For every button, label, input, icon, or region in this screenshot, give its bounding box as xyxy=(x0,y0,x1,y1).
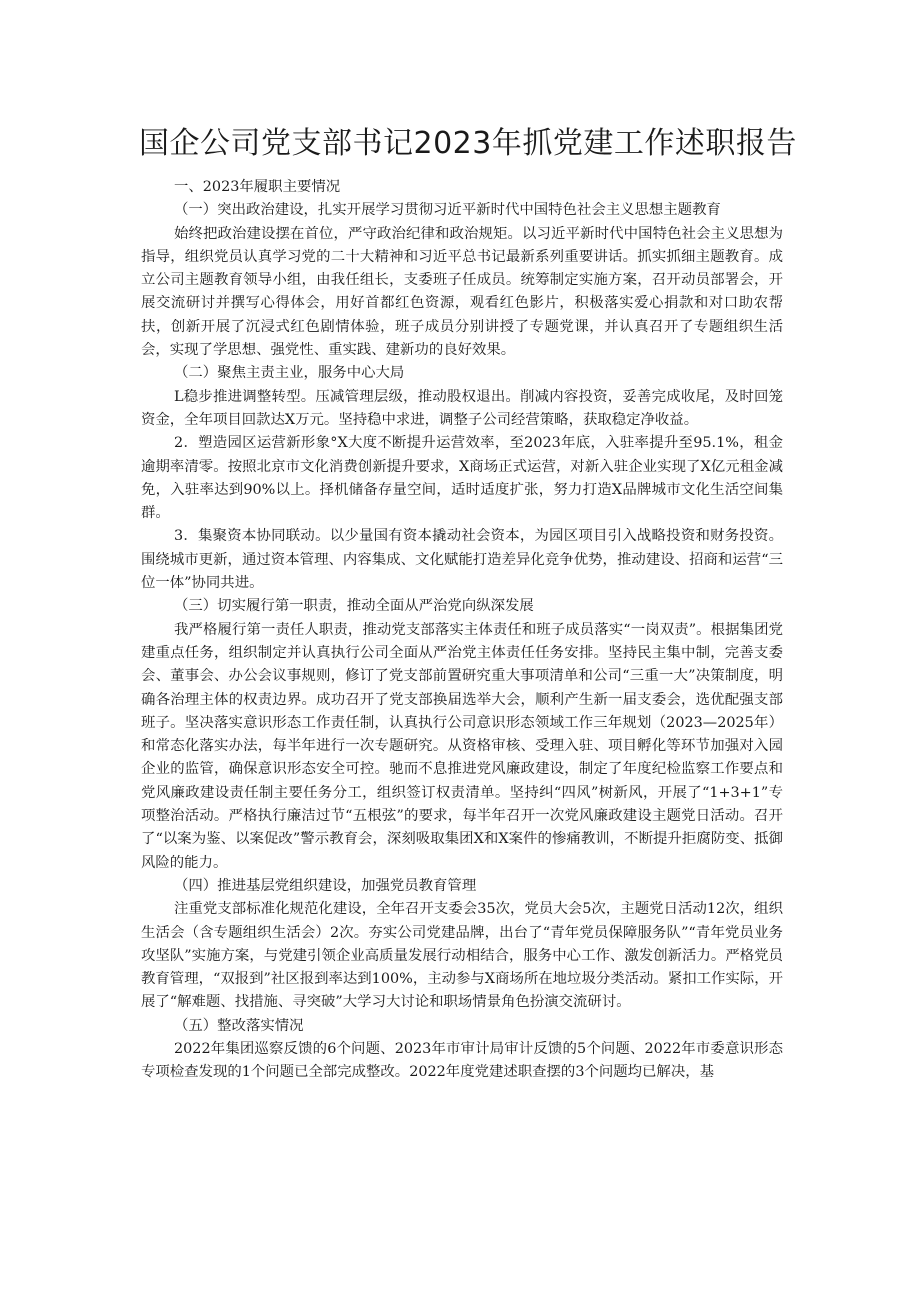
paragraph-2-item-2: 2．塑造园区运营新形象°X大度不断提升运营效率，至2023年底，入驻率提升至95.1%，租金逾期率清零。按照北京市文化消费创新提升要求，X商场正式运营，对新入驻企业实现了X亿元租金减免，入驻率达到90%以上。择机储备存量空间，适时适度扩张，努力打造X品牌城市文化生活空间集群。 xyxy=(141,435,783,522)
paragraph-1: 始终把政治建设摆在首位，严守政治纪律和政治规矩。以习近平新时代中国特色社会主义思想为指导，组织党员认真学习党的二十大精神和习近平总书记最新系列重要讲话。抓实抓细主题教育。成立公司主题教育领导小组，由我任组长，支委班子任成员。统筹制定实施方案，召开动员部署会，开展交流研讨并撰写心得体会，用好首都红色资源，观看红色影片，积极落实爱心捐款和对口助农帮扶，创新开展了沉浸式红色剧情体验，班子成员分别讲授了专题党课，并认真召开了专题组织生活会，实现了学思想、强党性、重实践、建新功的良好效果。 xyxy=(141,225,783,359)
subsection-heading-4: （四）推进基层党组织建设，加强党员教育管理 xyxy=(174,877,477,894)
subsection-heading-1: （一）突出政治建设，扎实开展学习贯彻习近平新时代中国特色社会主义思想主题教育 xyxy=(174,202,721,219)
paragraph-5: 2022年集团巡察反馈的6个问题、2023年市审计局审计反馈的5个问题、2022年市委意识形态专项检查发现的1个问题已全部完成整改。2022年度党建述职查摆的3个问题均已解决，基 xyxy=(141,1040,783,1081)
paragraph-2-item-1: L稳步推进调整转型。压减管理层级，推动股权退出。削减内容投资，妥善完成收尾，及时回笼资金，全年项目回款达X万元。坚持稳中求进，调整子公司经营策略，获取稳定净收益。 xyxy=(141,388,783,428)
subsection-heading-3: （三）切实履行第一职责，推动全面从严治党向纵深发展 xyxy=(174,598,534,615)
subsection-heading-5: （五）整改落实情况 xyxy=(174,1017,304,1034)
document-title: 国企公司党支部书记2023年抓党建工作述职报告 xyxy=(139,126,797,161)
subsection-heading-2: （二）聚焦主责主业，服务中心大局 xyxy=(174,365,405,382)
paragraph-4: 注重党支部标准化规范化建设，全年召开支委会35次，党员大会5次，主题党日活动12次，组织生活会（含专题组织生活会）2次。夯实公司党建品牌，出台了“青年党员保障服务队”“青年党员业务攻坚队”实施方案，与党建引领企业高质量发展行动相结合，服务中心工作、激发创新活力。严格党员教育管理，“双报到”社区报到率达到100%，主动参与X商场所在地垃圾分类活动。紧扣工作实际，开展了“解难题、找措施、寻突破”大学习大讨论和职场情景角色扮演交流研讨。 xyxy=(141,901,783,1011)
paragraph-3: 我严格履行第一责任人职责，推动党支部落实主体责任和班子成员落实“一岗双责”。根据集团党建重点任务，组织制定并认真执行公司全面从严治党主体责任任务安排。坚持民主集中制，完善支委会、董事会、办公会议事规则，修订了党支部前置研究重大事项清单和公司“三重一大”决策制度，明确各治理主体的权责边界。成功召开了党支部换届选举大会，顺利产生新一届支委会，选优配强支部班子。坚决落实意识形态工作责任制，认真执行公司意识形态领域工作三年规划（2023—2025年）和常态化落实办法，每半年进行一次专题研究。从资格审核、受理入驻、项目孵化等环节加强对入园企业的监管，确保意识形态安全可控。驰而不息推进党风廉政建设，制定了年度纪检监察工作要点和党风廉政建设责任制主要任务分工，组织签订权责清单。坚持纠“四风”树新风，开展了“1+3+1”专项整治活动。严格执行廉洁过节“五根弦”的要求，每半年召开一次党风廉政建设主题党日活动。召开了“以案为鉴、以案促改”警示教育会，深刻吸取集团X和X案件的惨痛教训，不断提升拒腐防变、抵御风险的能力。 xyxy=(141,621,783,871)
section-heading: 一、2023年履职主要情况 xyxy=(174,179,341,195)
paragraph-2-item-3: 3．集聚资本协同联动。以少量国有资本撬动社会资本，为园区项目引入战略投资和财务投资。围绕城市更新，通过资本管理、内容集成、文化赋能打造差异化竞争优势，推动建设、招商和运营“三位一体”协同共进。 xyxy=(141,528,783,592)
document-body xyxy=(141,176,783,1085)
